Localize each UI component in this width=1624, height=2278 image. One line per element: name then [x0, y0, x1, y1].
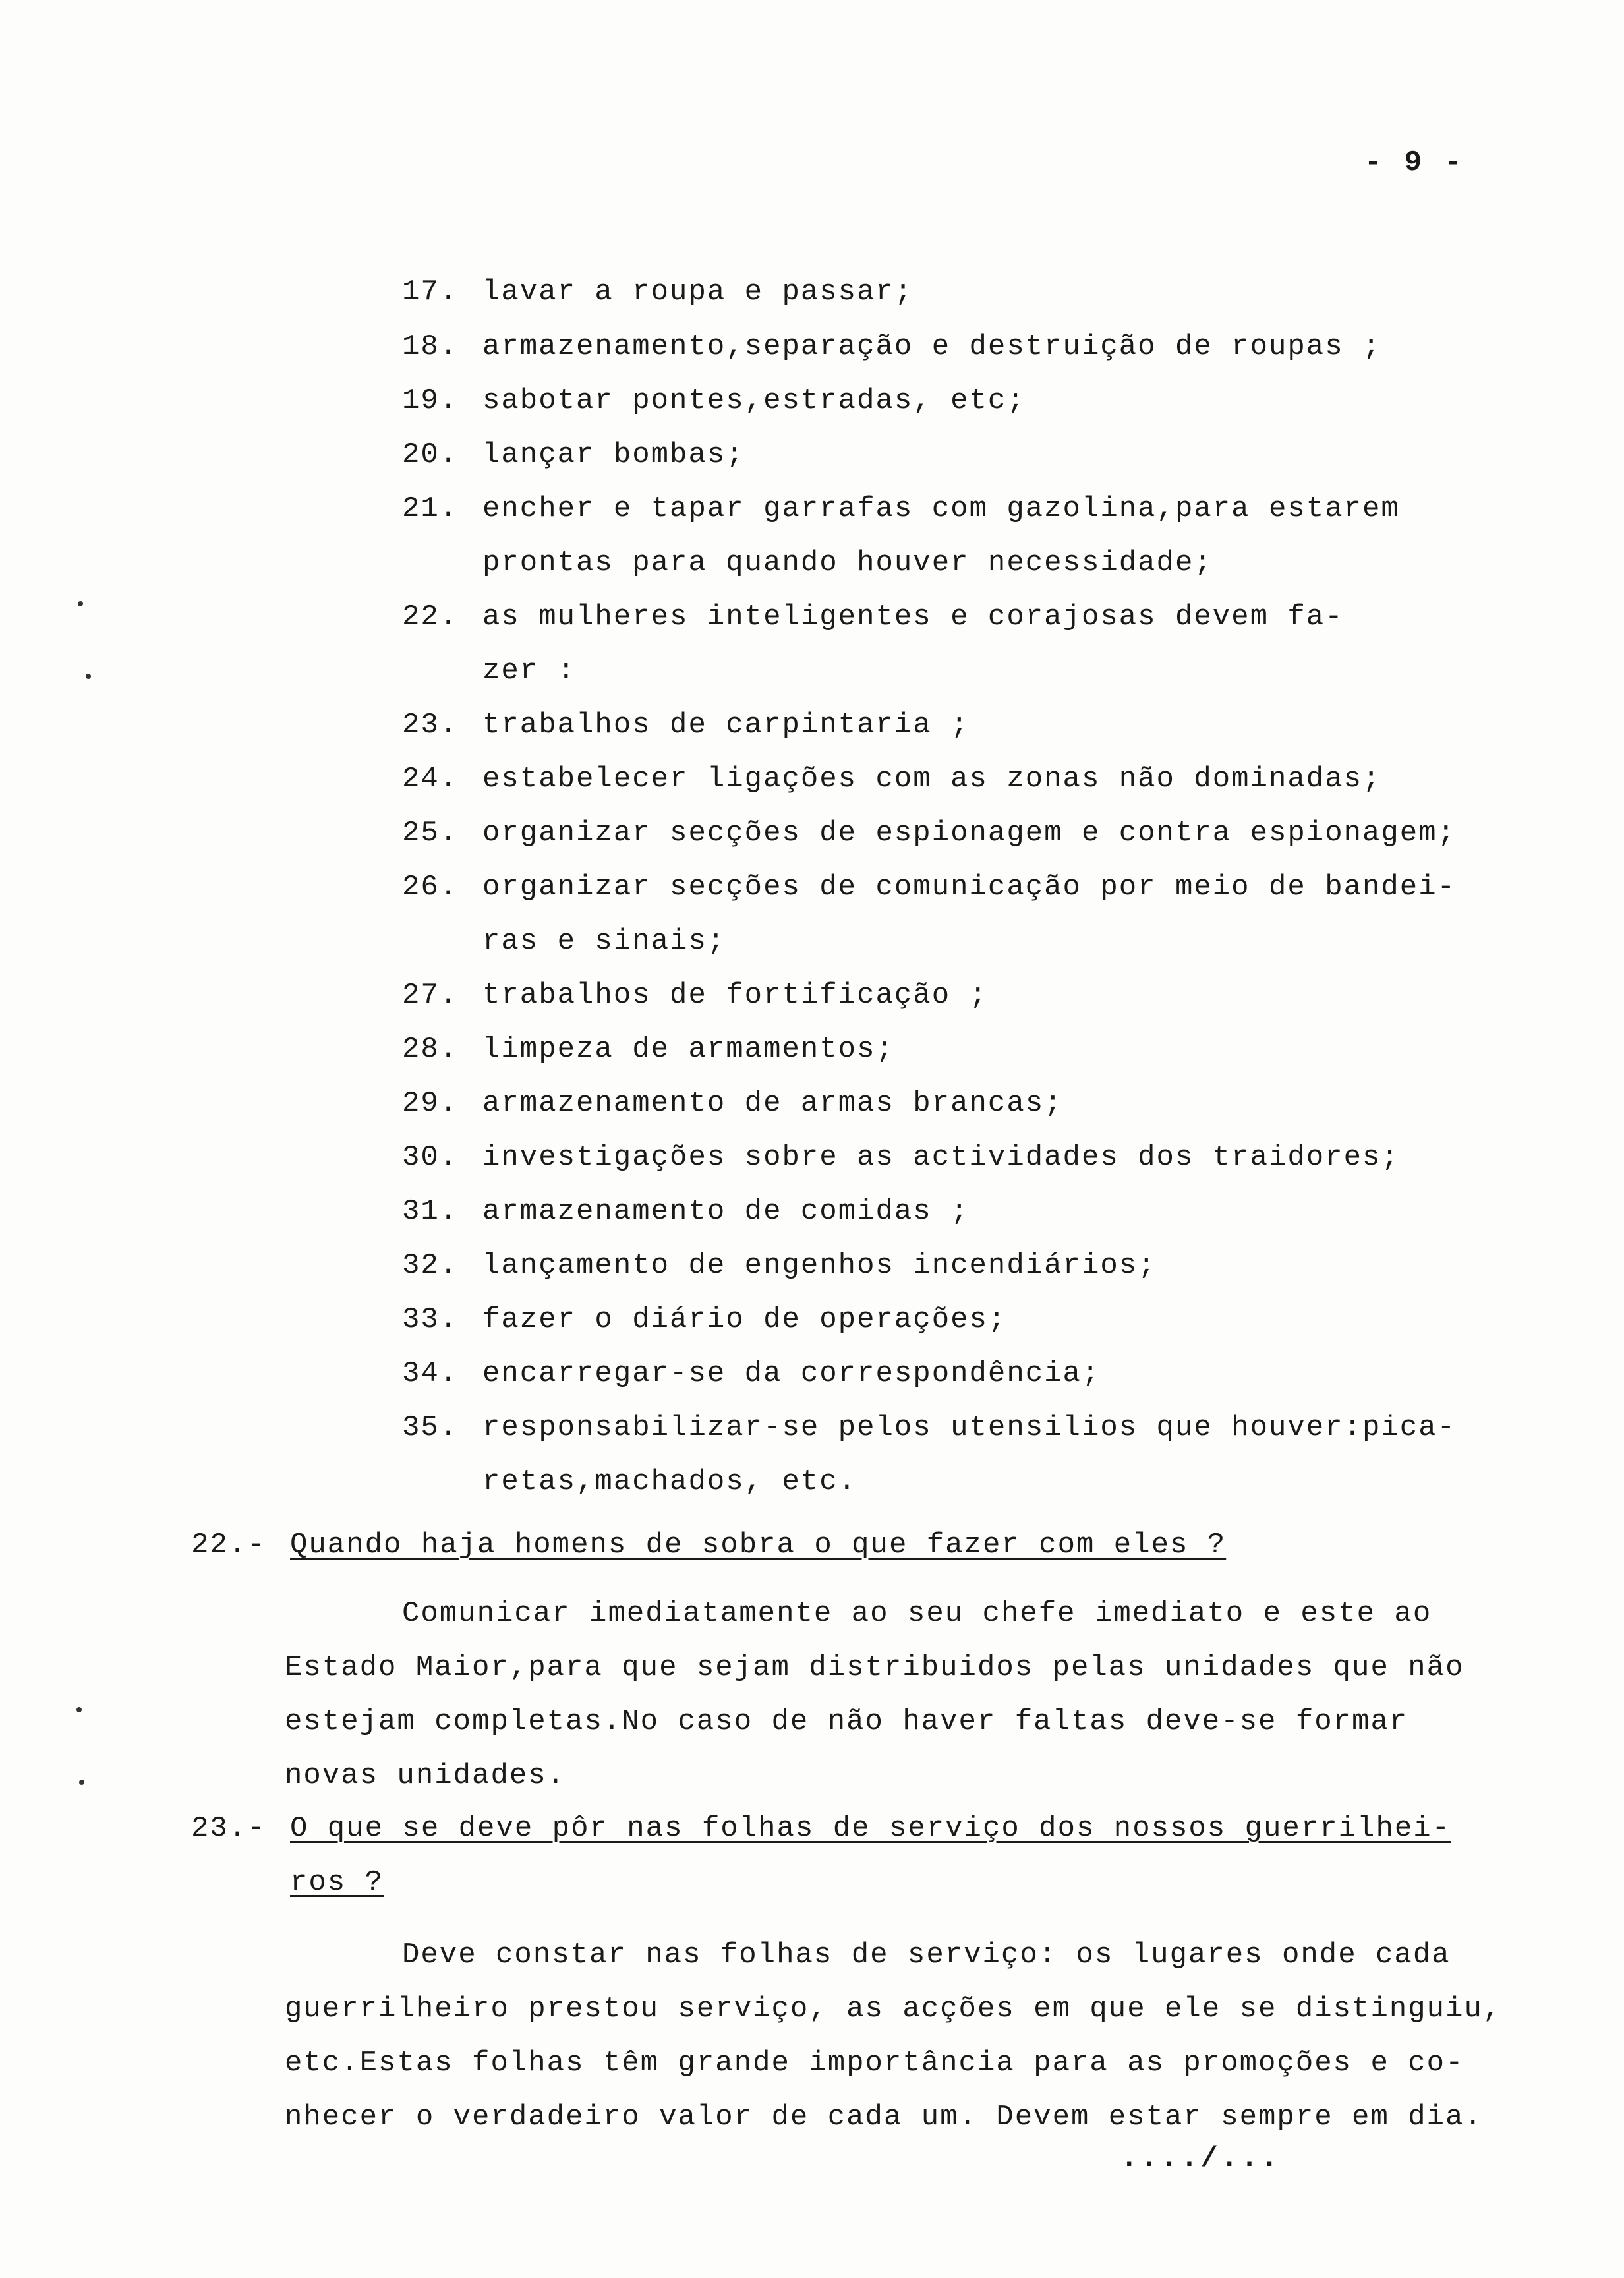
list-item-number: 18.	[402, 330, 459, 363]
list-item	[402, 1193, 970, 1230]
list-item-text: fazer o diário de operações;	[482, 1303, 1007, 1336]
list-item-number: 22.	[402, 600, 459, 633]
list-item-text: lançamento de engenhos incendiários;	[482, 1249, 1157, 1282]
list-item-text: investigações sobre as actividades dos traidores;	[482, 1141, 1400, 1174]
list-item-text: limpeza de armamentos;	[482, 1033, 894, 1066]
list-item-text: responsabilizar-se pelos utensilios que houver:pica-	[482, 1411, 1457, 1444]
list-item-text: lançar bombas;	[482, 438, 745, 471]
answer-line: etc.Estas folhas têm grande importância para as promoções e co-	[285, 2047, 1464, 2080]
list-item-continuation	[402, 653, 576, 689]
list-item-number: 30.	[402, 1141, 459, 1174]
question-title-continuation	[290, 1864, 384, 1901]
answer-line: guerrilheiro prestou serviço, as acções em que ele se distinguiu,	[285, 1993, 1502, 2026]
list-item-number: 31.	[402, 1195, 459, 1228]
question-title: Quando haja homens de sobra o que fazer com eles ?	[290, 1529, 1227, 1562]
list-item-text: as mulheres inteligentes e corajosas devem fa-	[482, 600, 1344, 633]
list-item-text: ras e sinais;	[482, 925, 726, 958]
list-item-text: organizar secções de espionagem e contra espionagem;	[482, 817, 1457, 850]
list-item	[402, 707, 970, 744]
scan-speck	[76, 1707, 82, 1712]
question-heading	[191, 1527, 1226, 1563]
list-item-number: 29.	[402, 1087, 459, 1120]
question-title: O que se deve pôr nas folhas de serviço dos nossos guerrilhei-	[290, 1812, 1451, 1845]
list-item-text: encarregar-se da correspondência;	[482, 1357, 1101, 1390]
list-item-text: sabotar pontes,estradas, etc;	[482, 384, 1026, 417]
list-item-number: 33.	[402, 1303, 459, 1336]
list-item	[402, 382, 1026, 419]
list-item-text: trabalhos de fortificação ;	[482, 979, 988, 1012]
question-number: 23.-	[191, 1812, 266, 1845]
scan-speck	[86, 674, 91, 679]
list-item-continuation	[402, 544, 1213, 581]
list-item	[402, 1031, 894, 1068]
list-item	[402, 1409, 1456, 1446]
list-item-number: 23.	[402, 709, 459, 742]
question-heading	[191, 1810, 1451, 1847]
continuation-mark: ..../...	[1120, 2142, 1281, 2175]
answer-line: estejam completas.No caso de não haver faltas deve-se formar	[285, 1705, 1408, 1738]
list-item-number: 19.	[402, 384, 459, 417]
list-item-text: estabelecer ligações com as zonas não dominadas;	[482, 763, 1381, 796]
list-item	[402, 490, 1400, 527]
list-item-text: retas,machados, etc.	[482, 1465, 857, 1498]
list-item	[402, 1139, 1400, 1176]
list-item	[402, 977, 988, 1014]
list-item-text: zer :	[482, 655, 577, 687]
list-item-number: 20.	[402, 438, 459, 471]
list-item	[402, 1301, 1006, 1338]
question-number: 22.-	[191, 1529, 266, 1562]
list-item	[402, 274, 913, 310]
list-item-number: 28.	[402, 1033, 459, 1066]
list-item-number: 35.	[402, 1411, 459, 1444]
list-item	[402, 436, 745, 473]
list-item-text: armazenamento,separação e destruição de roupas ;	[482, 330, 1381, 363]
question-title: ros ?	[290, 1866, 384, 1899]
list-item-continuation	[402, 923, 726, 960]
answer-line: Estado Maior,para que sejam distribuidos pelas unidades que não	[285, 1651, 1464, 1684]
list-item-number: 32.	[402, 1249, 459, 1282]
list-item-text: lavar a roupa e passar;	[482, 276, 914, 308]
answer-line: Comunicar imediatamente ao seu chefe imediato e este ao	[402, 1597, 1432, 1630]
page-number: - 9 -	[1364, 146, 1465, 179]
list-item-text: prontas para quando houver necessidade;	[482, 546, 1213, 579]
list-item	[402, 599, 1344, 635]
list-item-number: 24.	[402, 763, 459, 796]
list-item-number: 27.	[402, 979, 459, 1012]
list-item-continuation	[402, 1463, 857, 1500]
list-item-text: armazenamento de comidas ;	[482, 1195, 970, 1228]
answer-line: Deve constar nas folhas de serviço: os lugares onde cada	[402, 1939, 1451, 1971]
list-item-number: 26.	[402, 871, 459, 904]
list-item-text: trabalhos de carpintaria ;	[482, 709, 970, 742]
list-item	[402, 815, 1456, 852]
list-item	[402, 761, 1381, 798]
list-item-number: 17.	[402, 276, 459, 308]
answer-line: nhecer o verdadeiro valor de cada um. Devem estar sempre em dia.	[285, 2101, 1483, 2134]
list-item-text: organizar secções de comunicação por meio de bandei-	[482, 871, 1457, 904]
list-item	[402, 1247, 1157, 1284]
list-item	[402, 869, 1456, 906]
list-item-number: 21.	[402, 492, 459, 525]
list-item	[402, 1355, 1100, 1392]
list-item-text: armazenamento de armas brancas;	[482, 1087, 1063, 1120]
list-item-number: 25.	[402, 817, 459, 850]
scan-speck	[79, 1780, 84, 1785]
scan-speck	[78, 601, 83, 606]
list-item	[402, 1085, 1063, 1122]
list-item-text: encher e tapar garrafas com gazolina,para estarem	[482, 492, 1400, 525]
answer-line: novas unidades.	[285, 1759, 566, 1792]
list-item-number: 34.	[402, 1357, 459, 1390]
list-item	[402, 328, 1381, 365]
